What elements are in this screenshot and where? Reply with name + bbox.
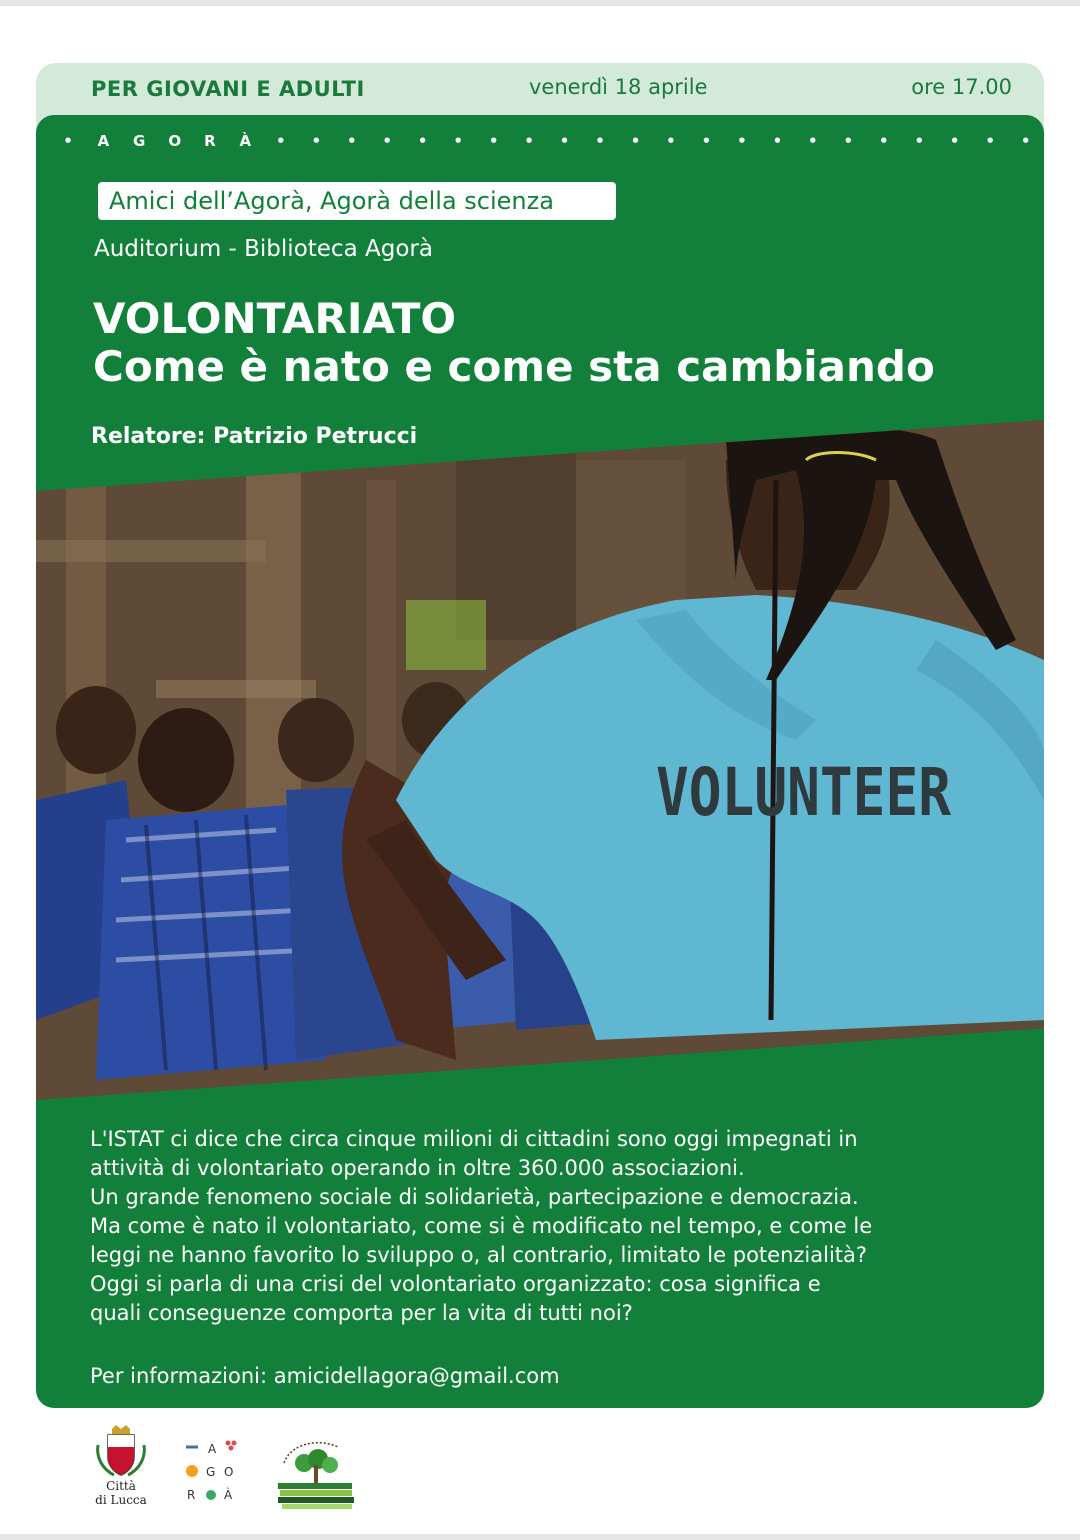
banner-letter: G: [132, 132, 146, 150]
event-date: venerdì 18 aprile: [529, 75, 708, 99]
description-line: L'ISTAT ci dice che circa cinque milioni di cittadini sono oggi impegnati in: [90, 1127, 858, 1151]
agora-logo: [178, 1435, 248, 1505]
event-time: ore 17.00: [911, 75, 1012, 99]
description-line: quali conseguenze comporta per la vita di tutti noi?: [90, 1301, 633, 1325]
event-card: [36, 115, 1044, 1408]
agora-dots-banner: • A G O R À • • • • • • • • • • • • • • • • • • • • • •: [63, 132, 1031, 150]
amici-agora-logo: [276, 1435, 356, 1510]
venue-text: Auditorium - Biblioteca Agorà: [94, 236, 433, 262]
description-line: attività di volontariato operando in oltre 360.000 associazioni.: [90, 1156, 745, 1180]
bottom-border: [0, 1534, 1080, 1540]
description-line: leggi ne hanno favorito lo sviluppo o, al contrario, limitato le potenzialità?: [90, 1243, 868, 1267]
lucca-label-line1: Città: [106, 1479, 136, 1493]
agora-letter-g: G: [206, 1465, 216, 1479]
logos-row: [90, 1425, 390, 1515]
speaker-text: Relatore: Patrizio Petrucci: [91, 424, 418, 449]
agora-letter-r: R: [187, 1488, 196, 1502]
lucca-label-line2: di Lucca: [95, 1493, 147, 1507]
banner-letter: O: [168, 132, 182, 150]
contact-info[interactable]: Per informazioni: amicidellagora@gmail.com: [90, 1364, 560, 1388]
volunteer-photo: [36, 420, 1044, 1100]
top-border: [0, 0, 1080, 6]
audience-label: PER GIOVANI E ADULTI: [91, 77, 365, 101]
citta-di-lucca-logo: [90, 1425, 152, 1513]
agora-letter-a: A: [208, 1442, 217, 1456]
agora-letter-a-grave: À: [224, 1488, 233, 1502]
banner-letter: À: [239, 132, 252, 150]
description-line: Un grande fenomeno sociale di solidarietà, partecipazione e democrazia.: [90, 1185, 859, 1209]
description: [90, 1125, 1020, 1328]
shirt-text: VOLUNTEER: [656, 754, 952, 831]
banner-letter: R: [204, 132, 216, 150]
event-title: VOLONTARIATO: [93, 294, 457, 343]
banner-letter: A: [97, 132, 110, 150]
lucca-crest-icon: [90, 1425, 152, 1481]
organizer-label: Amici dell’Agorà, Agorà della scienza: [98, 182, 616, 220]
description-line: Oggi si parla di una crisi del volontariato organizzato: cosa significa e: [90, 1272, 821, 1296]
agora-letter-o: O: [224, 1465, 234, 1479]
event-subtitle: Come è nato e come sta cambiando: [93, 342, 935, 391]
description-line: Ma come è nato il volontariato, come si è modificato nel tempo, e come le: [90, 1214, 873, 1238]
